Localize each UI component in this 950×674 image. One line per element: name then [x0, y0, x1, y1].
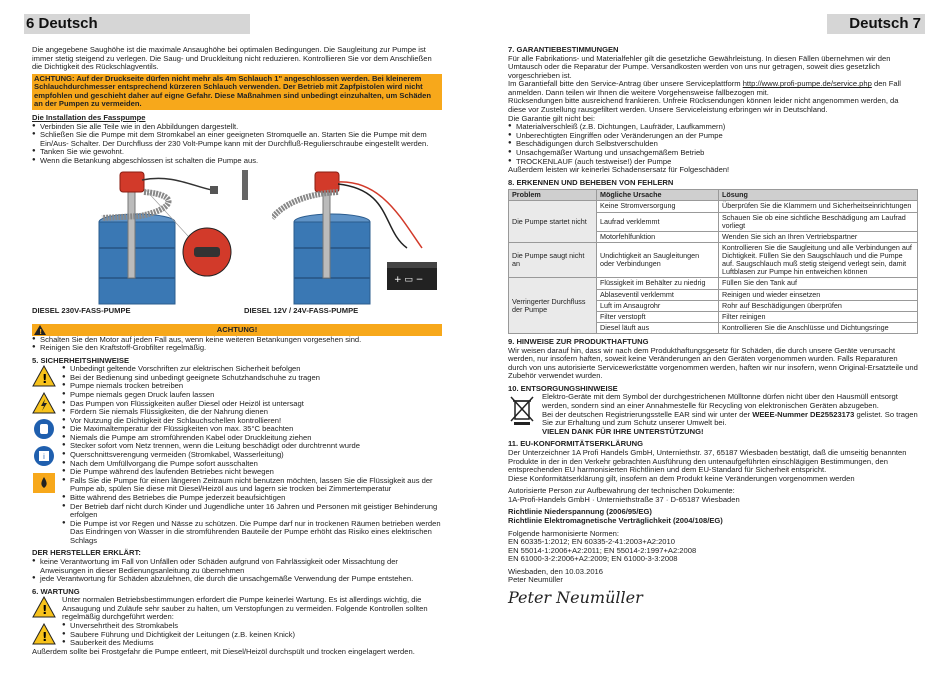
manual-icon	[32, 445, 56, 467]
disposal-section	[508, 393, 918, 436]
list-item: ● Tanken Sie wie gewohnt.	[32, 148, 442, 157]
warranty-end: Außerdem leisten wir keinerlei Schadensersatz für Folgeschäden!	[508, 165, 730, 175]
liability-text: Wir weisen darauf hin, dass wir nach dem Produkthaftungsgesetz für Schäden, die durch unsere Geräte verursacht werden, nur insofern haften, soweit keine Veränderungen an den Geräten vorgenommen wurden. Falls Reparaturen durch von uns autorisierte Servicewerkstätte vorgenommen werden, haften wir nur insofern, wenn Original-Ersatzteile und Zubehör verwendet wurden.	[508, 345, 918, 381]
list-item: ● Verbinden Sie alle Teile wie in den Abbildungen dargestellt.	[32, 123, 442, 132]
page-right	[475, 0, 950, 674]
errors-title: 8. ERKENNEN UND BEHEBEN VON FEHLERN	[508, 177, 674, 187]
electric-hazard-icon	[32, 392, 56, 414]
safety-list	[32, 365, 442, 545]
table-row: Filter verstopft Filter reinigen	[509, 311, 918, 322]
left-column	[32, 46, 442, 656]
list-item: ● TROCKENLAUF (auch testweise!) der Pumpe	[508, 158, 918, 167]
list-item: ● Pumpe niemals trocken betreiben	[62, 382, 442, 391]
list-item: ● Sauberkeit des Mediums	[62, 639, 442, 648]
authorized-address: 1A-Profi-Handels GmbH · Unterniethstraße 37 · D-65187 Wiesbaden	[508, 494, 740, 504]
list-item: ● Nach dem Umfüllvorgang die Pumpe sofort ausschalten	[62, 460, 442, 469]
list-item: ● Falls Sie die Pumpe für einen längeren Zeitraum nicht benutzen möchten, lassen Sie die Flüssigkeit aus der Pumpe ab, spülen Sie diese mit Diesel/Heizöl aus und lagern sie trocken bei Zimmertemperatur	[62, 477, 442, 494]
service-link[interactable]: http://www.profi-pumpe.de/service.php	[742, 79, 872, 89]
maintenance-title: 6. WARTUNG	[32, 586, 80, 596]
warranty-p1: Für alle Fabrikations- und Materialfehler gilt die gesetzliche Gewährleistung. In diesen Fällen übernehmen wir den Umtausch oder die Reparatur der Pumpe. Versandkosten werden von uns nur getragen, soweit dies gesetzlich vorgeschrieben ist.	[508, 53, 891, 80]
warranty-p3: Rücksendungen bitte ausreichend frankieren. Unfreie Rücksendungen können leider nicht angenommen werden, da diese vor Zustellung rausgefiltert werden. Unsere Serviceleistung erbringen wir in Deutschland.	[508, 96, 899, 115]
pump-230v-illustration	[82, 170, 272, 310]
table-row: Motorfehlfunktion Wenden Sie sich an Ihren Vertriebspartner	[509, 231, 918, 242]
list-item: ● Beschädigungen durch Selbstverschulden	[508, 140, 918, 149]
warranty-title: 7. GARANTIEBESTIMMUNGEN	[508, 45, 619, 54]
right-column	[508, 46, 918, 607]
list-item: ● Bitte während des Betriebes die Pumpe jederzeit beaufsichtigen	[62, 494, 442, 503]
svg-text:!: !	[42, 629, 48, 644]
list-item: ● Schließen Sie die Pumpe mit dem Stromkabel an einer geeigneten Stromquelle an. Starten Sie die Pumpe mit dem Ein/Aus- Schalter. Der Durchfluss der 230 Volt-Pumpe kann mit der Durchfluß-Regulierschraube eingestellt werden.	[32, 131, 442, 148]
list-item: ● Unberechtigten Eingriffen oder Veränderungen an der Pumpe	[508, 132, 918, 141]
list-item: ● Pumpe niemals gegen Druck laufen lassen	[62, 391, 442, 400]
maintenance-section	[32, 596, 442, 656]
list-item: ● Die Maximaltemperatur der Flüssigkeiten von max. 35°C beachten	[62, 425, 442, 434]
troubleshooting-table	[508, 189, 918, 334]
list-item: ● Unsachgemäßer Wartung und unsachgemäßem Betrieb	[508, 149, 918, 158]
norm-line: EN 61000-3-2:2006+A2:2009; EN 61000-3-3:2008	[508, 554, 678, 564]
list-item: ● Reinigen Sie den Kraftstoff-Grobfilter regelmäßig.	[32, 344, 442, 353]
intro-text: Die angegebene Saughöhe ist die maximale Ansaughöhe bei optimalen Bedingungen. Die Saugleitung zur Pumpe ist immer stetig steigend zu verlegen. Die Saug- und Druckleitung nicht reduzieren. Kontrollieren Sie vor dem Anschließen die Dichtigkeit des Rückschlagventils.	[32, 45, 432, 72]
no-water-icon	[32, 472, 56, 494]
page-header-left: 6 Deutsch	[24, 14, 250, 34]
signer-name: Peter Neumüller	[508, 575, 563, 585]
warning-icon	[32, 596, 56, 618]
conformity-text: Der Unterzeichner 1A Profi Handels GmbH, Unterniethstr. 37, 65187 Wiesbaden bestätigt, daß die umseitig benannten Produkte in der in den Verkehr gebrachten Ausführung den untenaufgeführten einschlägigen Bestimmungen, den entsprechenden EU harmonisierten Richtlinien und dem EU-Standard für Sicherheit entspricht.	[508, 447, 907, 475]
attention-label: ACHTUNG!	[216, 324, 258, 334]
svg-text:!: !	[42, 603, 48, 618]
signing-date: Wiesbaden, den 10.03.2016	[508, 566, 603, 576]
disposal-weee: Bei der deutschen Registrierungsstelle EAR sind wir unter der WEEE-Nummer DE25523173 gelistet. So tragen Sie zur Erhaltung und zum Schutz unserer Umwelt bei.	[542, 409, 918, 428]
norm-line: EN 60335-1:2012; EN 60335-2-41:2003+A2:2010	[508, 537, 675, 547]
table-header: Mögliche Ursache	[597, 190, 719, 201]
warranty-p2: Im Garantiefall bitte den Service-Antrag über unsere Serviceplattform http://www.profi-pumpe.de/service.php den Fall anmelden. Dann teilen wir Ihnen die weitere Vorgehensweise fallbezogen mit.	[508, 79, 901, 97]
safety-section	[32, 365, 442, 545]
directive-low-voltage: Richtlinie Niederspannung (2006/95/EG)	[508, 507, 652, 517]
maintenance-text: Unter normalen Betriebsbestimmungen erfordert die Pumpe keinerlei Wartung. Es ist allerdings wichtig, die Ansaugung und Zuläufe sehr sauber zu halten, um Verstopfungen zu vermeiden. Folgende Kontrollen sollten regelmäßig durchgeführt werden:	[62, 595, 428, 622]
safety-icons	[32, 365, 58, 496]
table-row: Verringerter Durchfluss der Pumpe Flüssigkeit im Behälter zu niedrig Füllen Sie den Tank auf	[509, 278, 918, 289]
list-item: ● Saubere Führung und Dichtigkeit der Leitungen (z.B. keinen Knick)	[62, 631, 442, 640]
list-item: ● Unversehrtheit des Stromkabels	[62, 622, 442, 631]
pressure-warning: ACHTUNG: Auf der Druckseite dürfen nicht mehr als 4m Schlauch 1" angeschlossen werden. Bei kleinerem Schlauchdurchmesser entsprechend kürzeren Schlauch verwenden. Der Betrieb mit Zapfpistolen wird nicht empfohlen und geschieht daher auf eigne Gefahr. Diese Maßnahmen sind unbedingt einzuhalten, um Schäden an der Pumpen zu vermeiden.	[32, 74, 442, 110]
warranty-p4: Die Garantie gilt nicht bei:	[508, 113, 595, 123]
list-item: ● jede Verantwortung für Schäden abzulehnen, die durch die unsachgemäße Verwendung der Pumpe entstehen.	[32, 575, 442, 584]
warning-triangle-icon	[34, 325, 46, 335]
norm-line: EN 55014-1:2006+A2:2011; EN 55014-2:1997+A2:2008	[508, 545, 697, 555]
disposal-title: 10. ENTSORGUNGSHINWEISE	[508, 383, 618, 393]
attention-bar	[32, 324, 442, 336]
maintenance-end: Außerdem sollte bei Frostgefahr die Pumpe entleert, mit Diesel/Heizöl durchspült und trocken eingelagert werden.	[32, 646, 415, 656]
safety-title: 5. SICHERHEITSHINWEISE	[32, 355, 130, 365]
warranty-list	[508, 123, 918, 166]
svg-text:+ ▭ −: + ▭ −	[394, 274, 424, 285]
maintenance-list	[62, 622, 442, 648]
warning-icon	[32, 623, 56, 645]
attention-list	[32, 336, 442, 353]
svg-text:!: !	[39, 327, 43, 335]
table-row: Laufrad verklemmt Schauen Sie ob eine sichtliche Beschädigung am Laufrad vorliegt	[509, 212, 918, 231]
conformity-title: 11. EU-KONFORMITÄTSERKLÄRUNG	[508, 439, 644, 449]
list-item: ● Vor Nutzung die Dichtigkeit der Schlauchschellen kontrollieren!	[62, 417, 442, 426]
table-header: Lösung	[719, 190, 918, 201]
table-row: Die Pumpe startet nicht Keine Stromversorgung Überprüfen Sie die Klammern und Sicherheitseinrichtungen	[509, 201, 918, 212]
list-item: ● Bei der Bedienung sind unbedingt geeignete Schutzhandschuhe zu tragen	[62, 374, 442, 383]
table-header: Problem	[509, 190, 597, 201]
gloves-icon	[32, 418, 56, 440]
table-row: Die Pumpe saugt nicht an Undichtigkeit an Saugleitungen oder Verbindungen Kontrollieren Sie die Saugleitung und alle Verbindungen auf Dichtigkeit. Füllen Sie den Saugschlauch und die Pumpe auf. Saugschlauch muß stetig steigend verlegt sein, damit Luftblasen zur Pumpe hin entweichen können	[509, 242, 918, 278]
list-item: ● Schalten Sie den Motor auf jeden Fall aus, wenn keine weiteren Betankungen vorgesehen sind.	[32, 336, 442, 345]
norms-title: Folgende harmonisierte Normen:	[508, 528, 620, 538]
list-item: ● Der Betrieb darf nicht durch Kinder und Jugendliche unter 16 Jahren und Personen mit geistiger Behinderung erfolgen	[62, 503, 442, 520]
list-item: ● Das Pumpen von Flüssigkeiten außer Diesel oder Heizöl ist untersagt	[62, 400, 442, 409]
disposal-text: Elektro-Geräte mit dem Symbol der durchgestrichenen Mülltonne dürfen nicht über den Hausmüll entsorgt werden, sondern sind an einer Annahmestelle für Recycling von elektronischen Geräten abzugeben.	[542, 392, 898, 411]
crossed-bin-icon	[510, 395, 534, 425]
directive-emc: Richtlinie Elektromagnetische Verträglichkeit (2004/108/EG)	[508, 515, 723, 525]
list-item: ● Stecker sofort vom Netz trennen, wenn die Leitung beschädigt oder durchtrennt wurde	[62, 442, 442, 451]
svg-text:i: i	[43, 452, 45, 461]
install-list	[32, 123, 442, 166]
page-header-right: Deutsch 7	[827, 14, 925, 34]
manufacturer-title: DER HERSTELLER ERKLÄRT:	[32, 548, 141, 558]
list-item: ● Niemals die Pumpe am stromführenden Kabel oder Druckleitung ziehen	[62, 434, 442, 443]
table-row: Luft im Ansaugrohr Rohr auf Beschädigungen überprüfen	[509, 300, 918, 311]
fig-230v-label: DIESEL 230V-FASS-PUMPE	[32, 305, 131, 315]
maintenance-icons	[32, 596, 58, 647]
list-item: ● keine Verantwortung im Fall von Unfällen oder Schäden aufgrund von Fahrlässigkeit oder Missachtung der Anweisungen in dieser Bedienungsanleitung zu übernehmen	[32, 558, 442, 575]
disposal-thanks: VIELEN DANK FÜR IHRE UNTERSTÜTZUNG!	[542, 426, 704, 436]
list-item: ● Die Pumpe ist vor Regen und Nässe zu schützen. Die Pumpe darf nur in trockenen Räumen betrieben werden Das Eindringen von Wasser in die stromführenden Bauteile der Pumpe erhöht das Risiko eines elektrischen Schlags	[62, 520, 442, 546]
pump-illustrations	[32, 170, 442, 320]
install-title: Die Installation des Fasspumpe	[32, 113, 146, 123]
list-item: ● Querschnittsverengung vermeiden (Stromkabel, Wasserleitung)	[62, 451, 442, 460]
list-item: ● Unbedingt geltende Vorschriften zur elektrischen Sicherheit befolgen	[62, 365, 442, 374]
pump-12v-illustration	[272, 170, 452, 310]
signature: Peter Neumüller	[508, 588, 643, 608]
manufacturer-list	[32, 558, 442, 584]
table-row: Diesel läuft aus Kontrollieren Sie die Anschlüsse und Dichtungsringe	[509, 322, 918, 333]
list-item: ● Fördern Sie niemals Flüssigkeiten, die der Nahrung dienen	[62, 408, 442, 417]
list-item: ● Materialverschleiß (z.B. Dichtungen, Laufräder, Laufkammern)	[508, 123, 918, 132]
authorized-person: Autorisierte Person zur Aufbewahrung der technischen Dokumente:	[508, 486, 735, 496]
list-item: ● Wenn die Betankung abgeschlossen ist schalten die Pumpe aus.	[32, 157, 442, 166]
table-row: Ablaseventil verklemmt Reinigen und wieder einsetzen	[509, 289, 918, 300]
warning-icon	[32, 365, 56, 387]
svg-text:!: !	[42, 372, 48, 387]
conformity-text2: Diese Konformitätserklärung gilt, insofern an dem Produkt keine Veränderungen vorgenommen werden	[508, 473, 855, 483]
fig-12v-label: DIESEL 12V / 24V-FASS-PUMPE	[244, 305, 359, 315]
liability-title: 9. HINWEISE ZUR PRODUKTHAFTUNG	[508, 337, 649, 346]
list-item: ● Die Pumpe während des laufenden Betriebes nicht bewegen	[62, 468, 442, 477]
